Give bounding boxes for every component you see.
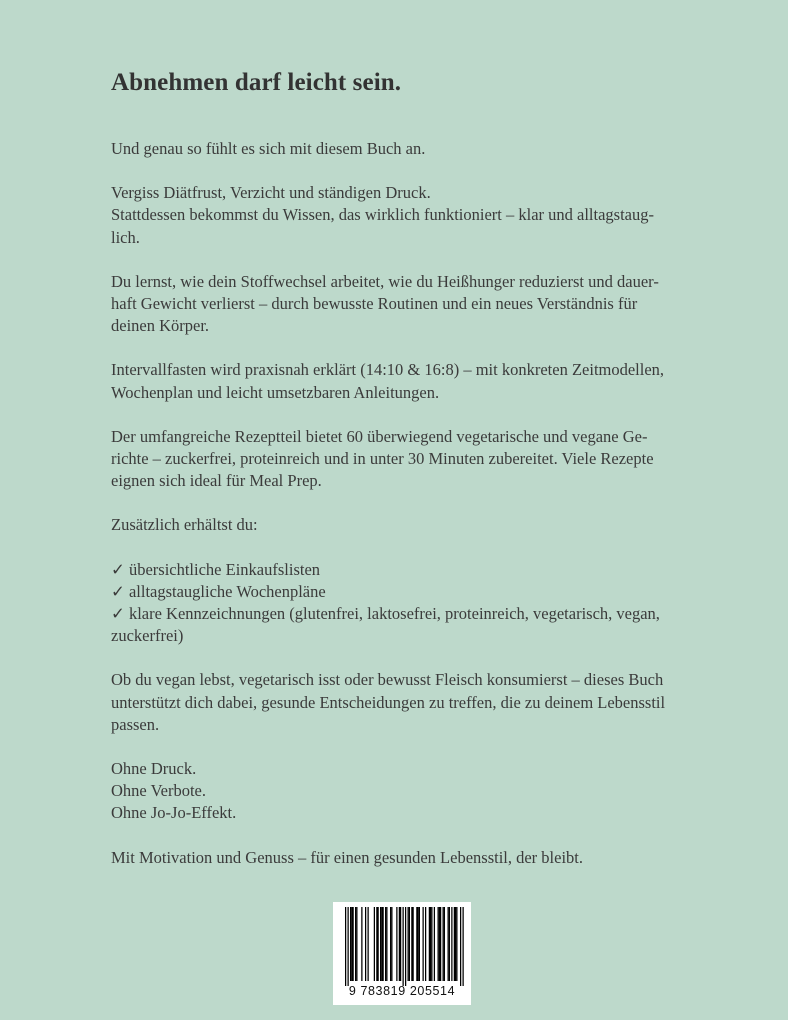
barcode-bar xyxy=(440,907,441,981)
barcode-bar xyxy=(383,907,384,981)
text-line: Ohne Druck. xyxy=(111,759,197,779)
barcode-bar xyxy=(451,907,452,981)
barcode-bar xyxy=(443,907,444,981)
barcode-bar xyxy=(463,907,464,986)
barcode-bar xyxy=(438,907,439,981)
barcode-bar xyxy=(385,907,386,981)
barcode-bar xyxy=(386,907,387,981)
barcode-bar xyxy=(378,907,379,981)
barcode-bar xyxy=(390,907,391,981)
barcode-bar xyxy=(391,907,392,981)
text-line: Zusätzlich erhältst du: xyxy=(111,515,258,535)
paragraph xyxy=(111,359,711,403)
paragraph xyxy=(111,138,711,160)
barcode-bar xyxy=(408,907,409,981)
barcode-bar xyxy=(409,907,410,981)
barcode-bar xyxy=(411,907,412,981)
barcode-bar xyxy=(380,907,381,981)
barcode-bar xyxy=(413,907,414,981)
text-line: ✓ alltagstaugliche Wochenpläne xyxy=(111,581,326,601)
barcode-bar xyxy=(396,907,397,981)
barcode-bar xyxy=(444,907,445,981)
barcode-bar xyxy=(353,907,354,981)
text-line: passen. xyxy=(111,714,160,734)
barcode-bar xyxy=(381,907,382,981)
barcode-bar xyxy=(403,907,404,986)
text-line: Ohne Jo-Jo-Effekt. xyxy=(111,803,237,823)
text-line: Intervallfasten wird praxisnah erklärt (14:10 & 16:8) – mit konkreten Zeitmodellen, xyxy=(111,360,665,380)
barcode-bar xyxy=(361,907,362,981)
barcode-bar xyxy=(374,907,375,981)
barcode-bar xyxy=(454,907,455,981)
text-line: Mit Motivation und Genuss – für einen gesunden Lebensstil, der bleibt. xyxy=(111,847,584,867)
text-line: eignen sich ideal für Meal Prep. xyxy=(111,471,322,491)
barcode-bar xyxy=(449,907,450,981)
isbn-number: 9 783819 205514 xyxy=(348,984,456,998)
paragraph xyxy=(111,847,711,869)
cover-title: Abnehmen darf leicht sein. xyxy=(111,69,402,96)
paragraph xyxy=(111,514,711,536)
barcode-bar xyxy=(455,907,456,981)
paragraph xyxy=(111,426,711,493)
barcode-bar xyxy=(416,907,417,981)
barcode-bar xyxy=(399,907,400,981)
text-line: haft Gewicht verlierst – durch bewusste Routinen und ein neues Verständnis für xyxy=(111,294,638,314)
barcode-bar xyxy=(425,907,426,981)
text-line: Der umfangreiche Rezeptteil bietet 60 überwiegend vegetarische und vegane Ge- xyxy=(111,426,648,446)
barcode-bar xyxy=(365,907,366,981)
barcode-bar xyxy=(434,907,435,981)
paragraph xyxy=(111,758,711,825)
barcode-bar xyxy=(419,907,420,981)
barcode-bar xyxy=(456,907,457,981)
blurb-text xyxy=(111,138,711,869)
barcode-bar xyxy=(418,907,419,981)
paragraph xyxy=(111,271,711,338)
text-line: unterstützt dich dabei, gesunde Entscheidungen zu treffen, die zu deinem Lebensstil xyxy=(111,692,666,712)
paragraph xyxy=(111,182,711,249)
text-line: lich. xyxy=(111,227,140,247)
barcode-bar xyxy=(405,907,406,986)
barcode-bar xyxy=(351,907,352,981)
text-line: Wochenplan und leicht umsetzbaren Anleitungen. xyxy=(111,382,440,402)
text-line: deinen Körper. xyxy=(111,316,210,336)
barcode-bar xyxy=(448,907,449,981)
text-line: Ob du vegan lebst, vegetarisch isst oder bewusst Fleisch konsumierst – dieses Buch xyxy=(111,670,664,690)
barcode-bar xyxy=(345,907,346,986)
barcode-bar xyxy=(430,907,431,981)
barcode-bar xyxy=(350,907,351,981)
text-line: ✓ klare Kennzeichnungen (glutenfrei, laktosefrei, proteinreich, vegetarisch, vegan, xyxy=(111,604,660,624)
text-line: ✓ übersichtliche Einkaufslisten xyxy=(111,559,321,579)
barcode-bar xyxy=(376,907,377,981)
text-line: Du lernst, wie dein Stoffwechsel arbeitet, wie du Heißhunger reduzierst und dauer- xyxy=(111,271,659,291)
barcode-bar xyxy=(355,907,356,981)
barcode-bar xyxy=(368,907,369,981)
barcode-bar xyxy=(431,907,432,981)
text-line: zuckerfrei) xyxy=(111,626,184,646)
text-line: Und genau so fühlt es sich mit diesem Buch an. xyxy=(111,139,426,158)
text-line: Ohne Verbote. xyxy=(111,781,207,801)
paragraph xyxy=(111,669,711,736)
paragraph xyxy=(111,559,711,648)
text-line: Stattdessen bekommst du Wissen, das wirklich funktioniert – klar und alltagstaug- xyxy=(111,205,654,225)
barcode-bar xyxy=(400,907,401,981)
barcode-bar xyxy=(439,907,440,981)
barcode-bar xyxy=(460,907,461,986)
isbn-barcode xyxy=(333,902,471,1005)
back-cover-content xyxy=(111,66,711,891)
barcode-bar xyxy=(348,907,349,986)
barcode-bar xyxy=(356,907,357,981)
barcode-bar xyxy=(423,907,424,981)
text-line: richte – zuckerfrei, proteinreich und in unter 30 Minuten zubereitet. Viele Rezepte xyxy=(111,449,654,469)
barcode-bar xyxy=(429,907,430,981)
text-line: Vergiss Diätfrust, Verzicht und ständigen Druck. xyxy=(111,183,431,203)
